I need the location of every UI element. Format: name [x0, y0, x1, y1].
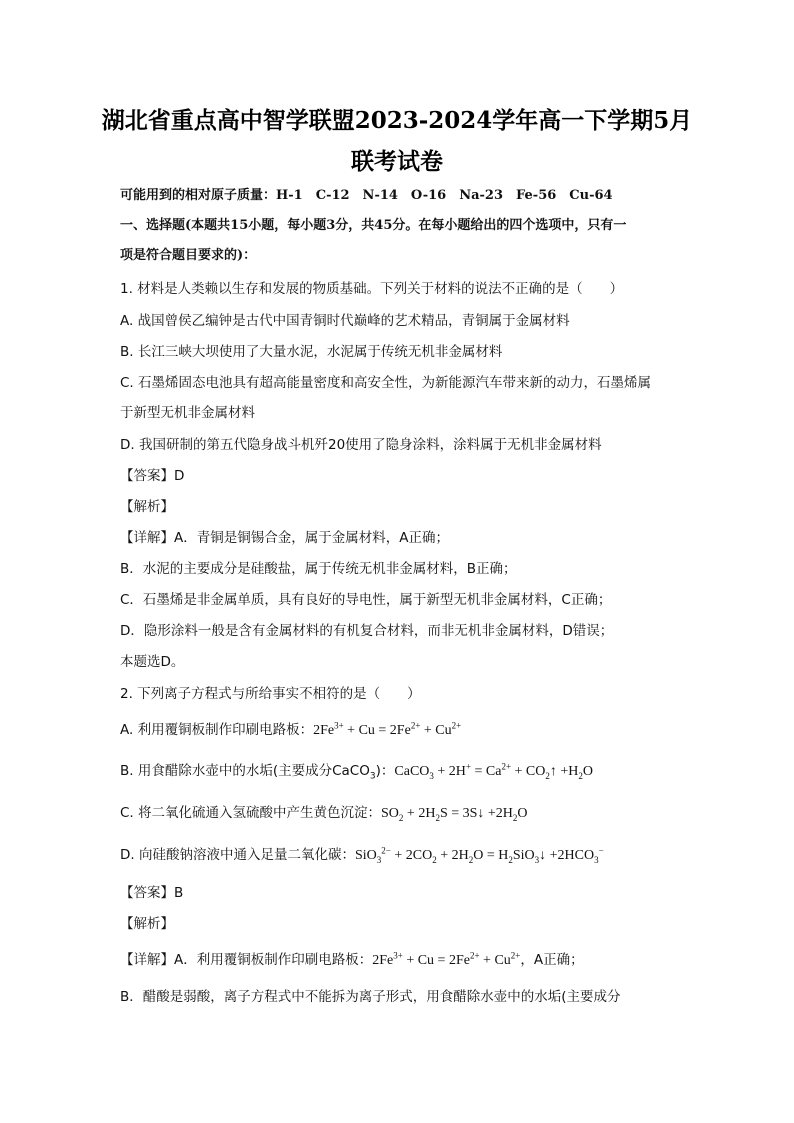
atomic-masses: 可能用到的相对原子质量：H-1 C-12 N-14 O-16 Na-23 Fe-56 Cu-64 [120, 188, 613, 203]
q1-option-d: D. 我国研制的第五代隐身战斗机歼20使用了隐身涂料，涂料属于无机非金属材料 [120, 437, 602, 453]
section-heading-line1: 一、选择题(本题共15小题，每小题3分，共45分。在每小题给出的四个选项中，只有一 [120, 218, 627, 233]
q1-option-a: A. 战国曾侯乙编钟是古代中国青铜时代巅峰的艺术精品，青铜属于金属材料 [120, 313, 570, 329]
q2-stem: 2. 下列离子方程式与所给事实不相符的是（ ） [120, 686, 421, 702]
q2-option-c-text: C. 将二氧化硫通入氢硫酸中产生黄色沉淀： [120, 805, 382, 821]
q1-answer: 【答案】D [120, 468, 185, 484]
q1-detail-a: 【详解】A．青铜是铜锡合金，属于金属材料，A正确； [120, 530, 449, 546]
q1-option-c-line2: 于新型无机非金属材料 [120, 405, 255, 421]
q2-option-a [120, 720, 690, 741]
q2-answer: 【答案】B [120, 885, 184, 901]
q2-detail-b: B．醋酸是弱酸，离子方程式中不能拆为离子形式，用食醋除水壶中的水垢(主要成分 [120, 989, 621, 1005]
q1-detail-d: D．隐形涂料一般是含有金属材料的有机复合材料，而非无机非金属材料，D错误； [120, 623, 614, 639]
q2-detail-a-text: 【详解】A．利用覆铜板制作印刷电路板： [120, 952, 373, 968]
q2-option-b-text: B. 用食醋除水壶中的水垢(主要成分CaCO [120, 763, 370, 779]
q2-option-c [120, 803, 690, 824]
q2-analysis: 【解析】 [120, 916, 174, 932]
exam-title-line2: 联考试卷 [351, 148, 443, 175]
q1-analysis: 【解析】 [120, 499, 174, 515]
q2-detail-a-tail: ，A正确； [520, 952, 584, 968]
exam-title-line1: 湖北省重点高中智学联盟2023-2024学年高一下学期5月 [101, 107, 693, 134]
q2-detail-a [120, 950, 690, 971]
q2-option-a-equation: $2Fe^{3+} + Cu = 2Fe^{2+} + Cu^{2+}$ [313, 720, 462, 738]
q2-option-c-equation: $SO_2 + 2H_2S$ = 3S↓ $+2H_2O$ [381, 806, 528, 823]
q2-option-d-equation: $SiO_3^{2-} + 2CO_2 + 2H_2O$ = $H_2SiO_3↓ +2HCO_3^-$ [354, 845, 604, 865]
q1-option-c-line1: C. 石墨烯固态电池具有超高能量密度和高安全性，为新能源汽车带来新的动力，石墨烯属 [120, 375, 652, 391]
section-heading-line2: 项是符合题目要求的)： [120, 248, 257, 263]
q2-option-d [120, 845, 690, 866]
q2-option-b-text2: )： [375, 763, 395, 779]
q1-stem: 1. 材料是人类赖以生存和发展的物质基础。下列关于材料的说法不正确的是（ ） [120, 281, 624, 297]
q1-conclusion: 本题选D。 [120, 654, 185, 670]
q2-option-d-text: D. 向硅酸钠溶液中通入足量二氧化碳： [120, 847, 355, 863]
q1-detail-b: B．水泥的主要成分是硅酸盐，属于传统无机非金属材料，B正确； [120, 561, 517, 577]
q1-detail-c: C．石墨烯是非金属单质，具有良好的导电性，属于新型无机非金属材料，C正确； [120, 592, 612, 608]
q2-option-b-equation: CaCO$_3$ + $2H^+ = Ca^{2+}$ + $CO_2↑ +H_2O$ [394, 761, 593, 781]
q1-option-b: B. 长江三峡大坝使用了大量水泥，水泥属于传统无机非金属材料 [120, 344, 503, 360]
q2-option-a-text: A. 利用覆铜板制作印刷电路板： [120, 722, 314, 738]
q2-option-b: B. 用食醋除水壶中的水垢(主要成分CaCO$_3$)：CaCO$_3$ + $2H^+ = Ca^{2+}$ + $CO_2↑ +H_2O$ [120, 761, 593, 782]
q2-detail-a-equation: $2Fe^{3+} + Cu = 2Fe^{2+} + Cu^{2+}$ [372, 950, 521, 968]
